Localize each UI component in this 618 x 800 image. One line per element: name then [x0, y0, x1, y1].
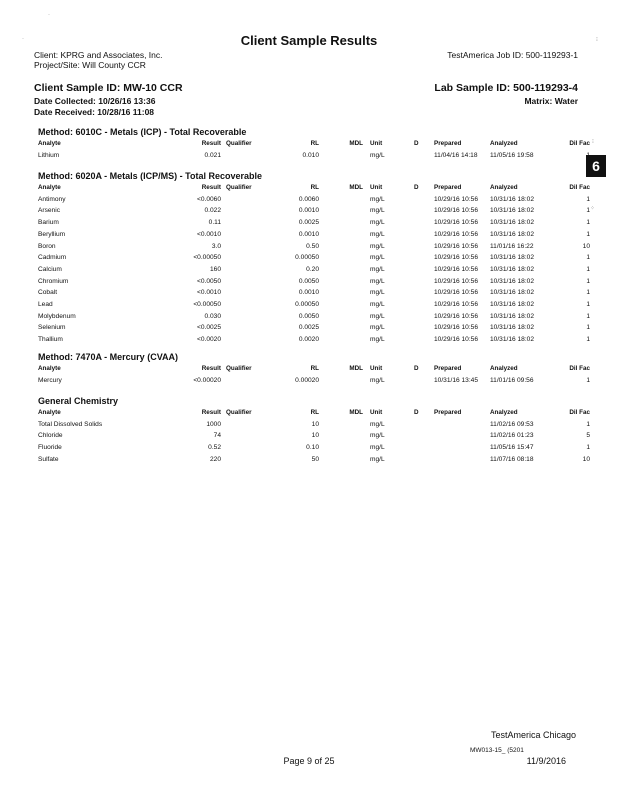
scan-speck: · — [22, 36, 24, 42]
cell-rl: 0.0020 — [298, 336, 319, 344]
cell-analyzed: 10/31/16 18:02 — [490, 195, 534, 203]
cell-dil-fac: 10 — [582, 242, 590, 250]
cell-mdl — [319, 194, 363, 206]
col-unit: Unit — [370, 365, 383, 372]
col-unit: Unit — [370, 140, 383, 147]
cell-result: <0.0010 — [196, 289, 221, 297]
cell-prepared: 11/04/16 14:18 — [434, 151, 478, 159]
cell-prepared: 10/29/16 10:56 — [434, 289, 478, 297]
cell-dil-fac: 1 — [586, 376, 590, 384]
col-mdl: MDL — [349, 365, 363, 372]
cell-mdl — [319, 205, 363, 217]
cell-d — [414, 150, 434, 162]
cell-dil-fac: 1 — [586, 277, 590, 285]
cell-d — [414, 430, 434, 442]
method-heading: Method: 6010C - Metals (ICP) - Total Recoverable — [38, 127, 247, 137]
table-row — [38, 194, 590, 206]
method-heading: Method: 7470A - Mercury (CVAA) — [38, 352, 179, 362]
cell-unit: mg/L — [370, 151, 385, 159]
scan-speck: ⁘ — [590, 206, 596, 212]
cell-rl: 0.010 — [302, 151, 319, 159]
cell-prepared — [434, 454, 490, 466]
cell-analyte: Mercury — [38, 376, 62, 384]
cell-d — [414, 229, 434, 241]
cell-mdl — [319, 442, 363, 454]
col-dil-fac: Dil Fac — [569, 365, 590, 372]
scan-speck: · — [48, 12, 50, 18]
cell-analyte: Beryllium — [38, 230, 66, 238]
cell-d — [414, 276, 434, 288]
col-result: Result — [201, 409, 221, 416]
col-dil-fac: Dil Fac — [569, 140, 590, 147]
cell-unit: mg/L — [370, 242, 385, 250]
cell-dil-fac: 1 — [586, 289, 590, 297]
cell-result: <0.0060 — [196, 195, 221, 203]
cell-qualifier — [221, 287, 274, 299]
cell-result: 3.0 — [211, 242, 221, 250]
cell-result: <0.0020 — [196, 336, 221, 344]
col-analyte: Analyte — [38, 140, 61, 147]
cell-result: <0.0010 — [196, 230, 221, 238]
cell-dil-fac: 1 — [586, 265, 590, 273]
results-section — [38, 126, 590, 161]
table-body — [38, 150, 590, 162]
cell-result: 0.021 — [204, 151, 221, 159]
table-row — [38, 299, 590, 311]
cell-qualifier — [221, 264, 274, 276]
cell-d — [414, 442, 434, 454]
cell-qualifier — [221, 229, 274, 241]
results-table — [38, 407, 590, 466]
col-rl: RL — [310, 365, 319, 372]
cell-analyte: Calcium — [38, 265, 62, 273]
col-mdl: MDL — [349, 184, 363, 191]
cell-d — [414, 205, 434, 217]
method-heading: Method: 6020A - Metals (ICP/MS) - Total Recoverable — [38, 171, 263, 181]
cell-rl: 10 — [311, 420, 319, 428]
cell-mdl — [319, 334, 363, 346]
cell-dil-fac: 1 — [586, 219, 590, 227]
method-heading: General Chemistry — [38, 396, 119, 406]
table-row — [38, 287, 590, 299]
col-prepared: Prepared — [434, 409, 462, 416]
table-row — [38, 454, 590, 466]
cell-qualifier — [221, 442, 274, 454]
cell-result: <0.00050 — [193, 301, 221, 309]
cell-dil-fac: 1 — [586, 324, 590, 332]
col-mdl: MDL — [349, 409, 363, 416]
cell-rl: 0.0050 — [298, 277, 319, 285]
cell-qualifier — [221, 252, 274, 264]
cell-rl: 0.0010 — [298, 289, 319, 297]
table-body — [38, 194, 590, 346]
cell-unit: mg/L — [370, 254, 385, 262]
cell-prepared: 10/29/16 10:56 — [434, 301, 478, 309]
cell-dil-fac: 10 — [582, 455, 590, 463]
cell-analyzed: 10/31/16 18:02 — [490, 312, 534, 320]
cell-rl: 10 — [311, 432, 319, 440]
table-row — [38, 205, 590, 217]
cell-d — [414, 334, 434, 346]
table-body — [38, 375, 590, 387]
cell-result: <0.00050 — [193, 254, 221, 262]
cell-mdl — [319, 229, 363, 241]
cell-rl: 0.20 — [306, 265, 319, 273]
table-row — [38, 264, 590, 276]
cell-mdl — [319, 322, 363, 334]
cell-analyzed: 10/31/16 18:02 — [490, 324, 534, 332]
table-header-row — [38, 182, 590, 194]
cell-analyte: Lead — [38, 301, 53, 309]
cell-prepared: 10/29/16 10:56 — [434, 312, 478, 320]
results-table — [38, 138, 590, 161]
cell-d — [414, 241, 434, 253]
cell-rl: 50 — [311, 455, 319, 463]
cell-analyzed: 11/07/16 08:18 — [490, 455, 534, 463]
cell-mdl — [319, 419, 363, 431]
cell-d — [414, 322, 434, 334]
cell-analyzed: 11/05/16 15:47 — [490, 444, 534, 452]
cell-rl: 0.0060 — [298, 195, 319, 203]
table-row — [38, 334, 590, 346]
cell-result: 1000 — [206, 420, 221, 428]
cell-analyzed: 10/31/16 18:02 — [490, 254, 534, 262]
cell-unit: mg/L — [370, 230, 385, 238]
cell-rl: 0.0025 — [298, 219, 319, 227]
cell-dil-fac: 1 — [586, 336, 590, 344]
results-section — [38, 351, 590, 386]
cell-analyte: Selenium — [38, 324, 66, 332]
cell-qualifier — [221, 276, 274, 288]
date-received: Date Received: 10/28/16 11:08 — [34, 107, 155, 117]
footer-doc-id: MW013-15_ (5201 — [470, 747, 524, 754]
table-header-row — [38, 407, 590, 419]
cell-dil-fac: 1 — [586, 230, 590, 238]
project-site: Project/Site: Will County CCR — [34, 60, 146, 70]
cell-dil-fac: 1 — [586, 312, 590, 320]
cell-rl: 0.10 — [306, 444, 319, 452]
cell-analyzed: 10/31/16 18:02 — [490, 336, 534, 344]
footer-date: 11/9/2016 — [526, 756, 566, 766]
cell-unit: mg/L — [370, 289, 385, 297]
cell-rl: 0.0010 — [298, 230, 319, 238]
col-rl: RL — [310, 140, 319, 147]
cell-d — [414, 264, 434, 276]
cell-dil-fac: 5 — [586, 432, 590, 440]
cell-analyzed: 10/31/16 18:02 — [490, 277, 534, 285]
cell-d — [414, 299, 434, 311]
cell-mdl — [319, 299, 363, 311]
cell-qualifier — [221, 454, 274, 466]
cell-analyte: Cobalt — [38, 289, 58, 297]
cell-d — [414, 375, 434, 387]
scan-speck: ⁝ — [596, 37, 598, 43]
col-result: Result — [201, 140, 221, 147]
cell-result: 0.52 — [208, 444, 221, 452]
client-sample-id: Client Sample ID: MW-10 CCR — [34, 82, 183, 94]
cell-analyzed: 11/05/16 19:58 — [490, 151, 534, 159]
cell-analyte: Chloride — [38, 432, 63, 440]
cell-qualifier — [221, 150, 274, 162]
cell-rl: 0.0050 — [298, 312, 319, 320]
page-title: Client Sample Results — [240, 33, 378, 48]
cell-prepared — [434, 419, 490, 431]
cell-unit: mg/L — [370, 455, 385, 463]
cell-unit: mg/L — [370, 277, 385, 285]
table-header-row — [38, 363, 590, 375]
cell-prepared: 10/29/16 10:56 — [434, 336, 478, 344]
cell-prepared: 10/29/16 10:56 — [434, 207, 478, 215]
cell-analyzed: 10/31/16 18:02 — [490, 207, 534, 215]
table-body — [38, 419, 590, 466]
cell-prepared: 10/29/16 10:56 — [434, 254, 478, 262]
table-row — [38, 419, 590, 431]
results-table — [38, 363, 590, 386]
col-prepared: Prepared — [434, 365, 462, 372]
results-section — [38, 395, 590, 466]
cell-analyte: Boron — [38, 242, 56, 250]
col-analyte: Analyte — [38, 184, 61, 191]
table-row — [38, 217, 590, 229]
cell-prepared: 10/29/16 10:56 — [434, 230, 478, 238]
cell-rl: 0.00020 — [295, 376, 319, 384]
col-d: D — [414, 184, 419, 191]
cell-analyzed: 10/31/16 18:02 — [490, 265, 534, 273]
cell-qualifier — [221, 419, 274, 431]
col-rl: RL — [310, 184, 319, 191]
cell-analyte: Chromium — [38, 277, 69, 285]
results-section — [38, 170, 590, 346]
cell-analyzed: 10/31/16 18:02 — [490, 230, 534, 238]
cell-qualifier — [221, 334, 274, 346]
cell-d — [414, 311, 434, 323]
col-qualifier: Qualifier — [226, 184, 252, 191]
cell-prepared — [434, 430, 490, 442]
cell-unit: mg/L — [370, 444, 385, 452]
cell-result: <0.0025 — [196, 324, 221, 332]
cell-mdl — [319, 264, 363, 276]
cell-qualifier — [221, 205, 274, 217]
cell-unit: mg/L — [370, 219, 385, 227]
cell-analyte: Fluoride — [38, 444, 62, 452]
cell-qualifier — [221, 375, 274, 387]
scan-speck: ⁝ — [592, 139, 594, 145]
cell-analyzed: 11/02/16 01:23 — [490, 432, 534, 440]
cell-result: 0.11 — [208, 219, 221, 227]
cell-result: 220 — [209, 455, 221, 463]
cell-analyzed: 10/31/16 18:02 — [490, 301, 534, 309]
cell-mdl — [319, 241, 363, 253]
col-qualifier: Qualifier — [226, 365, 252, 372]
table-row — [38, 276, 590, 288]
table-row — [38, 442, 590, 454]
footer-page-number: Page 9 of 25 — [283, 756, 335, 766]
table-row — [38, 375, 590, 387]
cell-analyte: Lithium — [38, 151, 60, 159]
col-result: Result — [201, 365, 221, 372]
cell-analyzed: 11/01/16 16:22 — [490, 242, 534, 250]
lab-sample-id: Lab Sample ID: 500-119293-4 — [434, 82, 578, 94]
cell-prepared: 10/29/16 10:56 — [434, 277, 478, 285]
col-rl: RL — [310, 409, 319, 416]
table-row — [38, 252, 590, 264]
cell-result: 74 — [213, 432, 221, 440]
cell-d — [414, 252, 434, 264]
cell-unit: mg/L — [370, 312, 385, 320]
cell-unit: mg/L — [370, 195, 385, 203]
cell-qualifier — [221, 299, 274, 311]
cell-mdl — [319, 150, 363, 162]
col-analyzed: Analyzed — [490, 140, 518, 147]
cell-prepared: 10/29/16 10:56 — [434, 324, 478, 332]
cell-result: 0.030 — [204, 312, 221, 320]
cell-prepared: 10/29/16 10:56 — [434, 195, 478, 203]
cell-prepared: 10/31/16 13:45 — [434, 376, 478, 384]
cell-analyzed: 10/31/16 18:02 — [490, 219, 534, 227]
cell-analyte: Barium — [38, 219, 59, 227]
col-d: D — [414, 365, 419, 372]
cell-dil-fac: 1 — [586, 444, 590, 452]
cell-result: <0.00020 — [193, 376, 221, 384]
cell-prepared — [434, 442, 490, 454]
cell-d — [414, 454, 434, 466]
cell-mdl — [319, 375, 363, 387]
cell-unit: mg/L — [370, 301, 385, 309]
col-analyzed: Analyzed — [490, 184, 518, 191]
cell-rl: 0.0010 — [298, 207, 319, 215]
cell-analyte: Thallium — [38, 336, 63, 344]
cell-qualifier — [221, 217, 274, 229]
date-collected: Date Collected: 10/26/16 13:36 — [34, 96, 156, 106]
col-mdl: MDL — [349, 140, 363, 147]
cell-dil-fac: 1 — [586, 207, 590, 215]
cell-rl: 0.0025 — [298, 324, 319, 332]
cell-analyzed: 11/01/16 09:56 — [490, 376, 534, 384]
cell-unit: mg/L — [370, 336, 385, 344]
col-dil-fac: Dil Fac — [569, 184, 590, 191]
cell-d — [414, 217, 434, 229]
cell-mdl — [319, 217, 363, 229]
cell-mdl — [319, 454, 363, 466]
cell-unit: mg/L — [370, 376, 385, 384]
cell-mdl — [319, 276, 363, 288]
cell-analyte: Sulfate — [38, 455, 59, 463]
cell-mdl — [319, 252, 363, 264]
cell-unit: mg/L — [370, 265, 385, 273]
cell-rl: 0.00050 — [295, 301, 319, 309]
cell-mdl — [319, 311, 363, 323]
cell-analyzed: 11/02/16 09:53 — [490, 420, 534, 428]
cell-unit: mg/L — [370, 420, 385, 428]
results-table — [38, 182, 590, 346]
cell-dil-fac: 1 — [586, 195, 590, 203]
cell-analyte: Molybdenum — [38, 312, 76, 320]
table-row — [38, 150, 590, 162]
col-analyte: Analyte — [38, 409, 61, 416]
cell-qualifier — [221, 241, 274, 253]
col-dil-fac: Dil Fac — [569, 409, 590, 416]
cell-unit: mg/L — [370, 207, 385, 215]
cell-dil-fac: 1 — [586, 301, 590, 309]
cell-analyzed: 10/31/16 18:02 — [490, 289, 534, 297]
cell-dil-fac: 1 — [586, 254, 590, 262]
col-analyzed: Analyzed — [490, 365, 518, 372]
cell-unit: mg/L — [370, 432, 385, 440]
col-d: D — [414, 409, 419, 416]
col-unit: Unit — [370, 409, 383, 416]
cell-d — [414, 194, 434, 206]
col-d: D — [414, 140, 419, 147]
cell-result: 160 — [209, 265, 221, 273]
client-name: Client: KPRG and Associates, Inc. — [34, 50, 163, 60]
col-unit: Unit — [370, 184, 383, 191]
cell-d — [414, 419, 434, 431]
cell-prepared: 10/29/16 10:56 — [434, 242, 478, 250]
cell-rl: 0.50 — [306, 242, 319, 250]
table-row — [38, 241, 590, 253]
table-row — [38, 322, 590, 334]
cell-analyte: Arsenic — [38, 207, 60, 215]
col-prepared: Prepared — [434, 184, 462, 191]
cell-result: <0.0050 — [196, 277, 221, 285]
cell-d — [414, 287, 434, 299]
table-row — [38, 229, 590, 241]
cell-dil-fac: 1 — [586, 420, 590, 428]
col-result: Result — [201, 184, 221, 191]
job-id: TestAmerica Job ID: 500-119293-1 — [447, 50, 578, 60]
cell-qualifier — [221, 311, 274, 323]
table-header-row — [38, 138, 590, 150]
cell-qualifier — [221, 194, 274, 206]
cell-dil-fac: 1 — [586, 151, 590, 159]
cell-analyte: Antimony — [38, 195, 66, 203]
cell-prepared: 10/29/16 10:56 — [434, 219, 478, 227]
cell-result: 0.022 — [204, 207, 221, 215]
cell-qualifier — [221, 322, 274, 334]
cell-prepared: 10/29/16 10:56 — [434, 265, 478, 273]
cell-analyte: Cadmium — [38, 254, 67, 262]
section-tab-marker: 6 — [586, 155, 606, 177]
table-row — [38, 311, 590, 323]
col-qualifier: Qualifier — [226, 409, 252, 416]
table-row — [38, 430, 590, 442]
cell-mdl — [319, 430, 363, 442]
cell-qualifier — [221, 430, 274, 442]
col-qualifier: Qualifier — [226, 140, 252, 147]
footer-lab-name: TestAmerica Chicago — [490, 730, 576, 740]
cell-rl: 0.00050 — [295, 254, 319, 262]
cell-mdl — [319, 287, 363, 299]
col-analyte: Analyte — [38, 365, 61, 372]
cell-analyte: Total Dissolved Solids — [38, 420, 103, 428]
col-prepared: Prepared — [434, 140, 462, 147]
cell-unit: mg/L — [370, 324, 385, 332]
matrix: Matrix: Water — [524, 96, 578, 106]
col-analyzed: Analyzed — [490, 409, 518, 416]
